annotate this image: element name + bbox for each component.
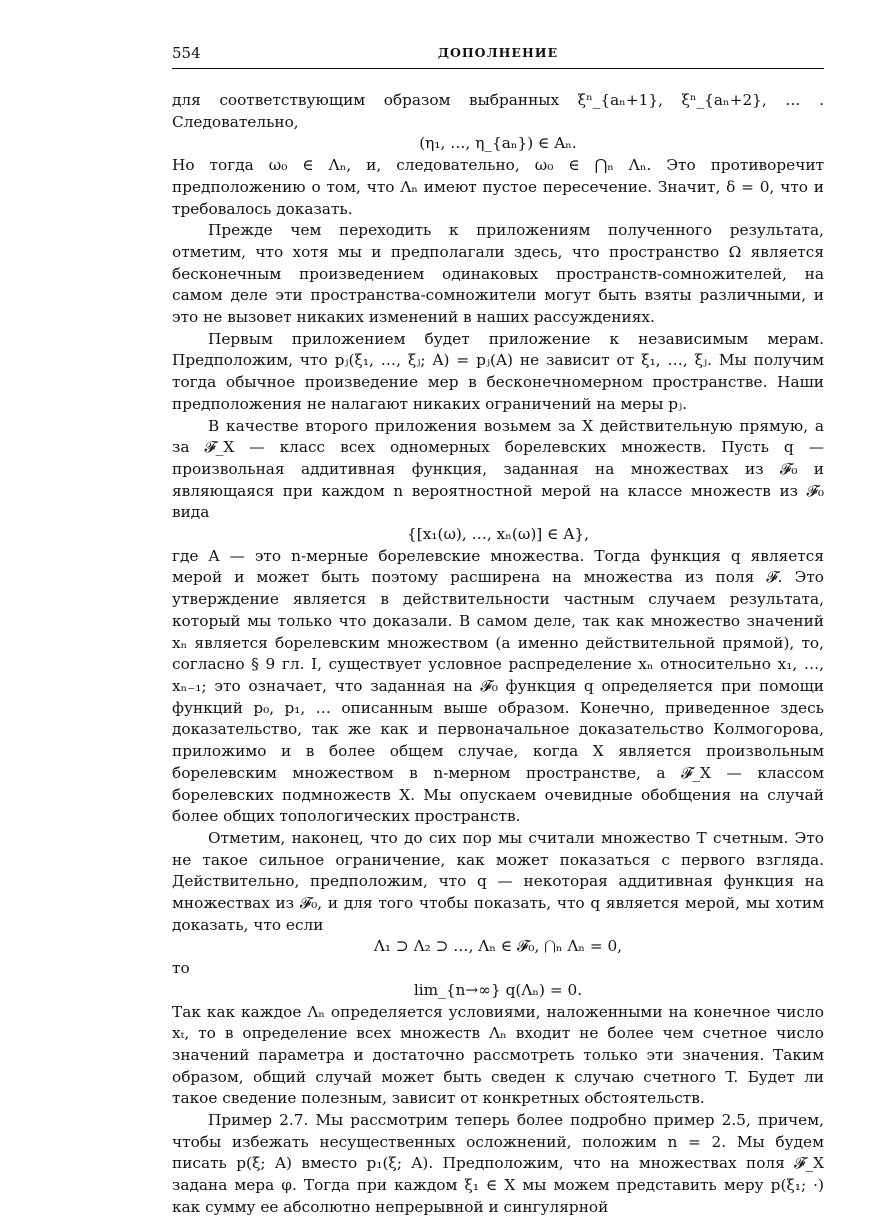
label-then: то [172,959,190,978]
paragraph-example-2-7: Пример 2.7. Мы рассмотрим теперь более подробно пример 2.5, причем, чтобы избежать несущественных осложнений, положим n = 2. Мы будем писать p(ξ; A) вместо p₁(ξ; A). Предположим, что на множествах поля 𝓕_X задана мера φ. Тогда при каждом ξ₁ ∈ X мы можем представить меру p(ξ₁; ·) как сумму ее абсолютно непрерывной и сингулярной [172,1111,824,1216]
formula-borel-set: {[x₁(ω), …, xₙ(ω)] ∈ A}, [407,525,589,544]
paragraph-reduction: Так как каждое Λₙ определяется условиями, наложенными на конечное число xₜ, то в определение всех множеств Λₙ входит не более чем счетное число значений параметра и достаточно рассмотреть только эти значения. Таким образом, общий случай может быть сведен к случаю счетного T. Будет ли такое сведение полезным, зависит от конкретных обстоятельств. [172,1002,824,1108]
paragraph-continuation: для соответствующим образом выбранных ξⁿ_{aₙ+1}, ξⁿ_{aₙ+2}, … . Следовательно, [172,91,824,131]
body-text [172,90,824,1219]
paragraph-independent-measures: Первым приложением будет приложение к независимым мерам. Предположим, что pⱼ(ξ₁, …, ξⱼ; A) = pⱼ(A) не зависит от ξ₁, …, ξⱼ. Мы получим тогда обычное произведение мер в бесконечномерном пространстве. Наши предположения не налагают никаких ограничений на меры pⱼ. [172,329,824,413]
paragraph-remark: Прежде чем переходить к приложениям полученного результата, отметим, что хотя мы и предполагали здесь, что пространство Ω является бесконечным произведением одинаковых пространств-сомножителей, на самом деле эти пространства-сомножители могут быть взяты различными, и это не вызовет никаких изменений в наших рассуждениях. [172,221,824,327]
paragraph-countable-t: Отметим, наконец, что до сих пор мы считали множество T счетным. Это не такое сильное ограничение, как может показаться с первого взгляда. Действительно, предположим, что q — некоторая аддитивная функция на множествах из 𝓕₀, и для того чтобы показать, что q является мерой, мы хотим доказать, что если [172,828,824,934]
page-number: 554 [172,44,201,62]
paragraph-second-application: В качестве второго приложения возьмем за X действительную прямую, а за 𝓕_X — класс всех одномерных борелевских множеств. Пусть q — произвольная аддитивная функция, заданная на множествах из 𝓕₀ и являющаяся при каждом n вероятностной мерой на классе множеств из 𝓕₀ вида [172,416,824,522]
paragraph-contradiction: Но тогда ω₀ ∈ Λₙ, и, следовательно, ω₀ ∈ ⋂ₙ Λₙ. Это противоречит предположению о том, что Λₙ имеют пустое пересечение. Значит, δ = 0, что и требовалось доказать. [172,156,824,218]
formula-decreasing-sets: Λ₁ ⊃ Λ₂ ⊃ …, Λₙ ∈ 𝓕₀, ⋂ₙ Λₙ = 0, [373,937,623,956]
paragraph-borel: где A — это n-мерные борелевские множества. Тогда функция q является мерой и может быть поэтому расширена на множества из поля 𝓕. Это утверждение является в действительности частным случаем результата, который мы только что доказали. В самом деле, так как множество значений xₙ является борелевским множеством (а именно действительной прямой), то, согласно § 9 гл. I, существует условное распределение xₙ относительно x₁, …, xₙ₋₁; это означает, что заданная на 𝓕₀ функция q определяется при помощи функций p₀, p₁, … описанным выше образом. Конечно, приведенное здесь доказательство, так же как и первоначальное доказательство Колмогорова, приложимо и в более общем случае, когда X является произвольным борелевским множеством в n-мерном пространстве, а 𝓕_X — классом борелевских подмножеств X. Мы опускаем очевидные обобщения на случай более общих топологических пространств. [172,546,824,826]
page-header [172,44,824,69]
running-head: ДОПОЛНЕНИЕ [437,45,559,60]
formula-limit: lim_{n→∞} q(Λₙ) = 0. [413,980,583,999]
formula-eta: (η₁, …, η_{aₙ}) ∈ Aₙ. [419,134,577,153]
